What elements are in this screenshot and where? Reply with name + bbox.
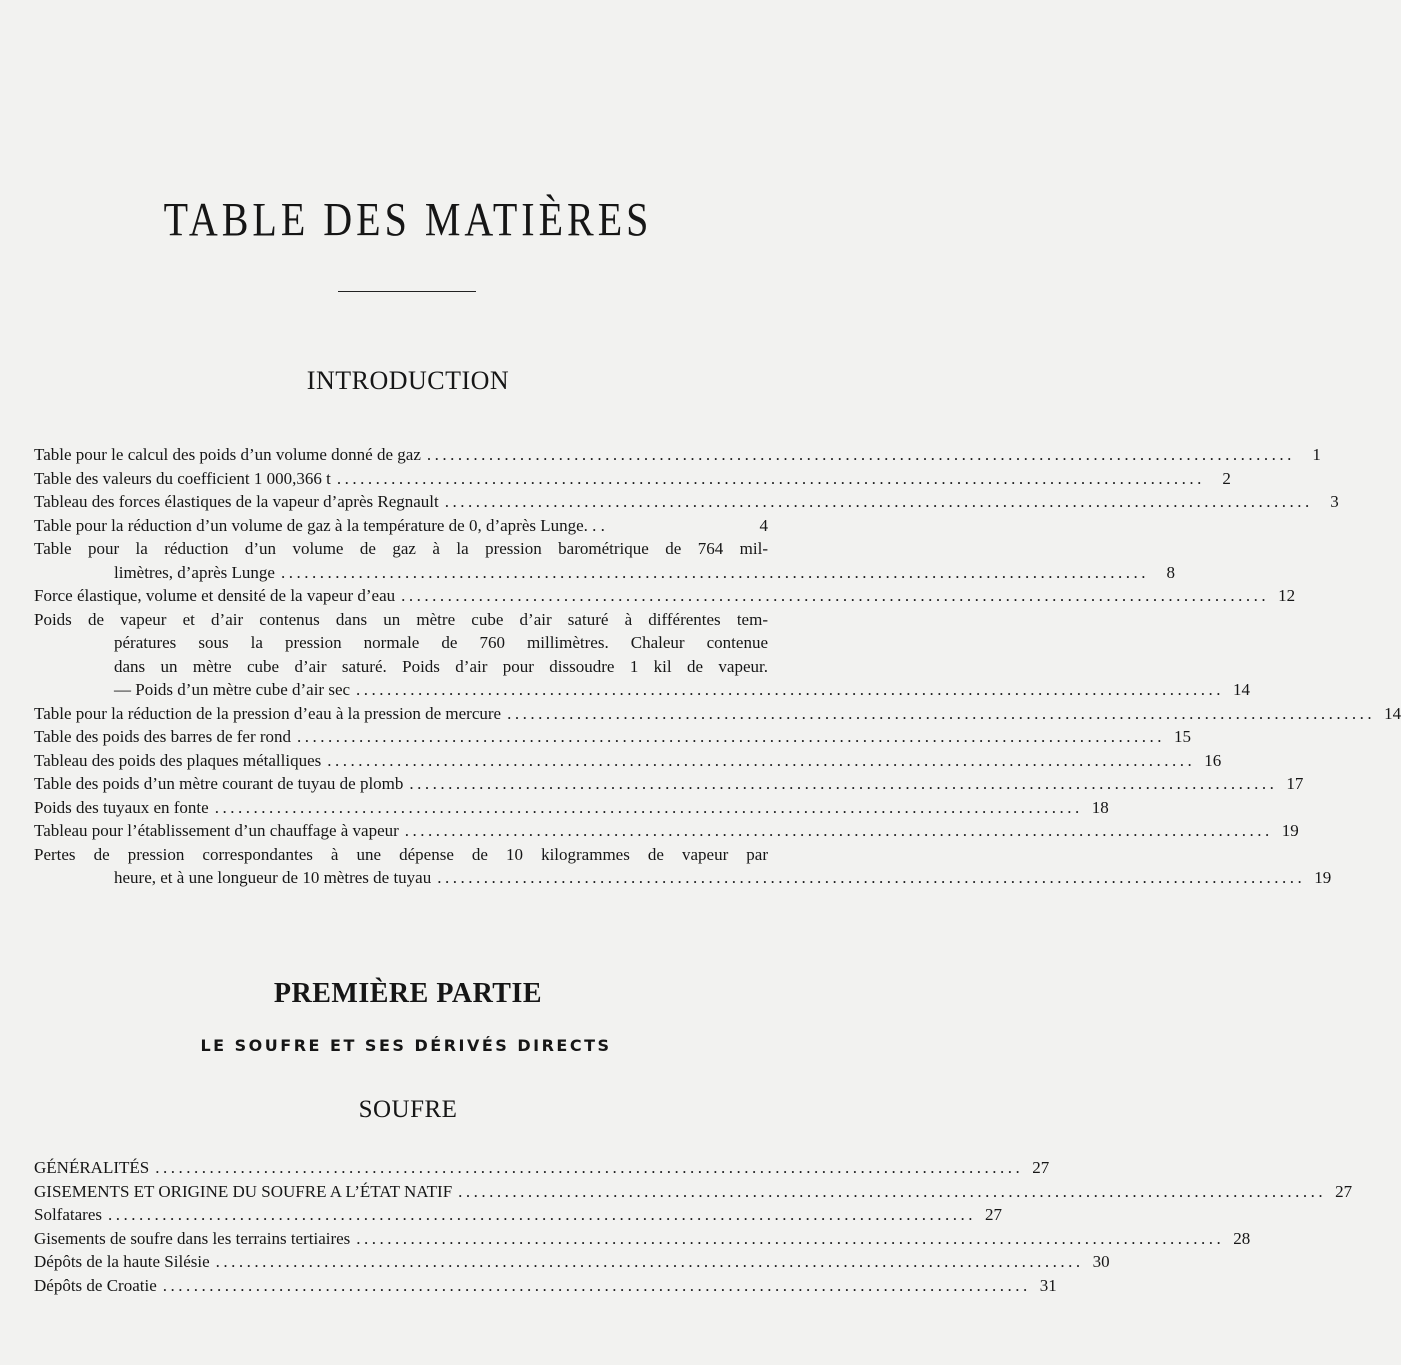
toc-page-number: 12 bbox=[1278, 586, 1296, 605]
toc-page-number: 15 bbox=[1174, 727, 1192, 746]
toc-entry bbox=[34, 584, 1296, 608]
toc-page-number: 8 bbox=[1166, 562, 1175, 582]
toc-entry bbox=[34, 514, 768, 538]
section-heading-soufre: SOUFRE bbox=[358, 1096, 458, 1123]
introduction-heading: INTRODUCTION bbox=[306, 366, 510, 395]
toc-page-number: 17 bbox=[1286, 774, 1304, 793]
dot-leader: ................................................................................................................ bbox=[214, 797, 1083, 817]
toc-page-number: 18 bbox=[1091, 797, 1109, 817]
toc-entry-title: Dépôts de Croatie bbox=[34, 1275, 157, 1295]
toc-entry-title: GISEMENTS ET ORIGINE DU SOUFRE A L’ÉTAT NATIF bbox=[34, 1181, 453, 1201]
dot-leader: ................................................................................................................ bbox=[404, 821, 1273, 840]
dot-leader: ................................................................................................................ bbox=[437, 868, 1306, 887]
toc-entry bbox=[34, 1203, 1002, 1227]
toc-entry bbox=[34, 537, 1175, 584]
toc-page-number: 1 bbox=[1312, 445, 1321, 464]
toc-entry-title: Table pour la réduction de la pression d’eau à la pression de mercure bbox=[34, 703, 502, 723]
toc-entry-title: Poids des tuyaux en fonte bbox=[34, 797, 209, 817]
title-rule bbox=[338, 291, 476, 292]
toc-entry-title: Tableau pour l’établissement d’un chauffage à vapeur bbox=[34, 821, 399, 840]
toc-page-number: 19 bbox=[1281, 821, 1299, 840]
dot-leader: ................................................................................................................ bbox=[280, 562, 1149, 582]
part-one-subheading: LE SOUFRE ET SES DÉRIVÉS DIRECTS bbox=[200, 1036, 612, 1055]
dot-leader: ................................................................................................................ bbox=[356, 680, 1225, 699]
toc-page-number: 19 bbox=[1314, 868, 1332, 887]
toc-entry bbox=[34, 819, 1299, 843]
toc-entry-title: Table des poids d’un mètre courant de tuyau de plomb bbox=[34, 774, 404, 793]
toc-entry bbox=[34, 467, 1231, 491]
toc-entry bbox=[34, 796, 1109, 820]
dot-leader: ................................................................................................................ bbox=[155, 1158, 1024, 1177]
toc-page-number: 4 bbox=[759, 515, 768, 535]
toc-page-number: 31 bbox=[1039, 1275, 1057, 1295]
dot-leader: ................................................................................................................ bbox=[297, 727, 1166, 746]
toc-entry-line: Poids de vapeur et d’air contenus dans un mètre cube d’air saturé à différentes tem- bbox=[34, 609, 768, 629]
toc-entry bbox=[34, 702, 1401, 726]
dot-leader: ................................................................................................................ bbox=[162, 1275, 1031, 1295]
dot-leader: ................................................................................................................ bbox=[409, 774, 1278, 793]
dot-leader: ................................................................................................................ bbox=[401, 586, 1270, 605]
toc-entry-line: Table pour la réduction d’un volume de gaz à la pression barométrique de 764 mil- bbox=[34, 539, 768, 558]
toc-page-number: 28 bbox=[1233, 1228, 1251, 1248]
page-title: TABLE DES MATIÈRES bbox=[163, 192, 653, 247]
dot-leader: ................................................................................................................ bbox=[107, 1205, 976, 1224]
toc-entry bbox=[34, 749, 1222, 773]
toc-entry-title: Dépôts de la haute Silésie bbox=[34, 1252, 210, 1271]
toc-entry bbox=[34, 1250, 1110, 1274]
toc-page-number: 27 bbox=[1335, 1181, 1353, 1201]
toc-page-number: 3 bbox=[1330, 492, 1339, 511]
dot-leader: ................................................................................................................ bbox=[215, 1252, 1084, 1271]
toc-entry-title: Solfatares bbox=[34, 1205, 102, 1224]
part-one-toc bbox=[34, 1156, 1353, 1297]
introduction-toc bbox=[34, 443, 1401, 890]
toc-page-number: 27 bbox=[984, 1205, 1002, 1224]
toc-entry-line: heure, et à une longueur de 10 mètres de tuyau bbox=[114, 868, 432, 887]
toc-entry bbox=[34, 608, 1251, 702]
toc-page-number: 14 bbox=[1384, 703, 1401, 723]
toc-entry bbox=[34, 1274, 1057, 1298]
toc-entry-title: Table des valeurs du coefficient 1 000,366 t bbox=[34, 468, 331, 488]
toc-page-number: 14 bbox=[1233, 680, 1251, 699]
toc-entry-line: Pertes de pression correspondantes à une dépense de 10 kilogrammes de vapeur par bbox=[34, 844, 768, 864]
toc-entry-line: limètres, d’après Lunge bbox=[114, 562, 275, 582]
toc-entry bbox=[34, 1227, 1251, 1251]
toc-page-number: 30 bbox=[1092, 1252, 1110, 1271]
dot-leader: ................................................................................................................ bbox=[458, 1181, 1327, 1201]
toc-entry-title: Table des poids des barres de fer rond bbox=[34, 727, 292, 746]
dot-leader: ................................................................................................................ bbox=[444, 492, 1313, 511]
toc-entry bbox=[34, 1180, 1353, 1204]
dot-leader: ................................................................................................................ bbox=[426, 445, 1295, 464]
toc-entry-title: Tableau des poids des plaques métalliques bbox=[34, 750, 322, 770]
toc-page-number: 16 bbox=[1204, 750, 1222, 770]
toc-entry bbox=[34, 443, 1321, 467]
dot-leader: ................................................................................................................ bbox=[507, 703, 1376, 723]
toc-entry-title: Table pour le calcul des poids d’un volume donné de gaz bbox=[34, 445, 421, 464]
toc-entry bbox=[34, 843, 1332, 890]
dot-leader: ................................................................................................................ bbox=[336, 468, 1205, 488]
toc-page-number: 2 bbox=[1222, 468, 1231, 488]
toc-entry-line: pératures sous la pression normale de 760 millimètres. Chaleur contenue bbox=[114, 633, 768, 652]
toc-entry bbox=[34, 1156, 1050, 1180]
dot-leader: ................................................................................................................ bbox=[327, 750, 1196, 770]
toc-entry-line: dans un mètre cube d’air saturé. Poids d’air pour dissoudre 1 kil de vapeur. bbox=[114, 656, 768, 676]
toc-entry-title: Tableau des forces élastiques de la vapeur d’après Regnault bbox=[34, 492, 439, 511]
toc-entry bbox=[34, 725, 1192, 749]
toc-entry-title: GÉNÉRALITÉS bbox=[34, 1158, 150, 1177]
toc-entry-title: Table pour la réduction d’un volume de gaz à la température de 0, d’après Lunge. . . bbox=[34, 515, 605, 535]
toc-entry-title: Force élastique, volume et densité de la vapeur d’eau bbox=[34, 586, 396, 605]
toc-entry bbox=[34, 490, 1339, 514]
toc-entry-title: Gisements de soufre dans les terrains tertiaires bbox=[34, 1228, 351, 1248]
toc-entry-line: — Poids d’un mètre cube d’air sec bbox=[114, 680, 351, 699]
dot-leader: ................................................................................................................ bbox=[356, 1228, 1225, 1248]
toc-page-number: 27 bbox=[1032, 1158, 1050, 1177]
toc-entry bbox=[34, 772, 1304, 796]
part-one-heading: PREMIÈRE PARTIE bbox=[273, 978, 543, 1009]
